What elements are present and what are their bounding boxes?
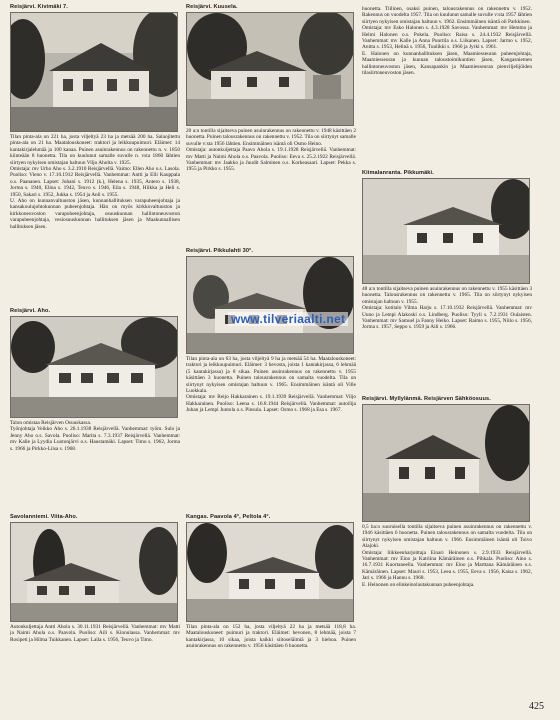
entry-title: Reisjärvi. Kivimäki 7. — [10, 4, 68, 10]
entry-text: 48 a:n tontilla sijaitseva puinen asuinrakennus on rakennettu v. 1955 käsittäen 3 huonetta. Talousrakennus on rakennettu v. 1965. Tila on siirtynyt nykyisen omistajan haltuun v. 1955. Omistaja: kotitalo Vilma Harju s. 17.10.1932 Reisjärvellä. Vanhemmat: mv Uuno ja Lempi Alakoski o.s. Lindberg. Puoliso: Tyyli s. 7.2.1931 Oulaisten. Vanhemmat: mv Samuel ja Fanny Heiko. Lapset: Raimo s. 1955, Niilo s. 1956, Jorma s. 1957, Seppo s. 1959 ja Aili s. 1966. — [362, 286, 532, 331]
entry-pikkulahti — [186, 248, 356, 480]
entry-text: Tilan pinta-ala on 63 ha, josta viljeltyä 9 ha ja metsää 54 ha. Maatalouskoneet: traktori ja leikkuupuimuri. Eläimet: 3 hevosta, joista 1 kantakirjassa, 6 lehmää (5 kantakirjassa) ja 8 sikaa. Puinen asuinrakennus on rakennettu v. 1955 käsittäen 3 huonetta. Puinen talousrakennus on samalta vuodelta. Tila on siirtynyt nykyisen omistajan haltuun v. 1965. Ensimmäinen isäntä oli Ville Luokkala. Omistaja: mv Reijo Hakkarainen s. 19.1.1939 Reisjärvellä. Vanhemmat: Viljo Hakkarainen. Puoliso: Leena s. 16.8.1944 Reisjärvellä. Vanhemmat: autoilija Juhan ja Lempi Juntola o.s. Pinsula. Lapset: Osmo s. 1968 ja Esa s. 1967. — [186, 356, 356, 414]
entry-myllylanma — [362, 396, 532, 684]
entry-pikkumaki — [362, 170, 532, 386]
watermark: www.tilveriaalti.net — [228, 312, 348, 326]
entry-text: 0,5 ha:n suuruisella tontilla sijaitseva puinen asuinrakennus on rakennettu v. 1946 käsittäen 6 huonetta. Puinen talousrakennus on samalta vuodelta. Tila on siirtynyt nykyisen omistajan haltuun v. 1966. Ensimmäinen isäntä oli Toivo Alajoki. Omistaja: liikkeenharjoittaja Einari Heinonen s. 2.9.1933 Reisjärvellä. Vanhemmat: mv Eino ja Katriina Kämäräinen o.s. Pihkala. Puoliso: Aino s. 16.7.1931 Kuortaneella. Vanhemmat: mv Eino ja Marttana Kämäräinen o.s. Kämäräinen. Lapset: Mauri s. 1953, Leea s. 1955, Eeva s. 1956, Kaisa s. 1962, Jari s. 1966 ja Hannu s. 1968. E. Heinonen on elinkeinolautakunnan puheenjohtaja. — [362, 524, 532, 588]
entry-kivimaki — [10, 4, 180, 312]
entry-title: Reisjärvi. Pikkulahti 30°. — [186, 248, 254, 254]
entry-title: Kangas. Paavola 4°, Peltola 4°. — [186, 514, 271, 520]
entry-text: Autonkuljettaja Antti Ahola s. 30.11.1931 Reisjärvellä. Vanhemmat: mv Matti ja Naimi Ahola o.s. Paavola. Puoliso: Aili s. Kinnulassa. Vanhemmat: mv Rosipeti ja Hilma Tuikkanen. Lapset: Laila s. 1956, Teuvo ja Timo. — [10, 624, 180, 643]
page-number: 425 — [529, 701, 544, 712]
entry-aho — [10, 308, 180, 488]
photo-house — [10, 12, 178, 132]
entry-text: huonetta. Tiilinen, osaksi puinen, talousrakennus on rakennettu v. 1952. Rakennus on vuodelta 1957. Tila on kuulunut samalle suvulle v:sta 1957 lähtien siirtyen nykyisen omistajan haltuun v. 1962. Ensimmäinen isäntä oli Parkkinen. Omistaja: mv Esko Halonen s. 4.3.1928 Savossa. Vanhemmat: mv Hemmo ja Helmi Halonen o.s. Pokela. Puoliso: Raisa s. 24.4.1932 Reisjärvellä. Vanhemmat: mv Kalle ja Anna Puurtila o.s. Liikanen. Lapset: Jarmo s. 1952, Anitta s. 1953, Helinä s. 1956, Tuulikki s. 1960 ja Jyrki s. 1961. E. Halonen on kunnanhallituksen jäsen, Maamiesseuran puheenjohtaja, Maamiesseuran ja kunnan taloustoimikuntien jäsen, Kangasniemen hallintoneuvoston jäsen, Kansapankin ja Maamiesseuran pienviljelijöiden tilasiirtoneuvoston jäsen. — [362, 6, 532, 77]
entry-title: Savolanniemi. Viita-Aho. — [10, 514, 78, 520]
entry-text: 20 a:n tontilla sijaitseva puinen asuinrakennus on rakennettu v. 1948 käsittäen 2 huonetta. Puinen talousrakennus on rakennettu v. 1952. Tila on siirtynyt samalle suvulle v:sta 1956 lähtien. Ensimmäinen isäntä oli Osmo Heino. Omistaja: autonkuljettaja Paavo Ahola s. 19.1.1928 Reisjärvellä. Vanhemmat: mv Matti ja Naimi Ahola o.s. Paavola. Puoliso: Eeva s. 25.2.1922 Reisjärvellä. Vanhemmat: mv Jaakko ja Juudit Salminen o.s. Korkeasaari. Lapset: Pekka s. 1955 ja Pirkko s. 1955. — [186, 128, 356, 173]
entry-text: Tilan pinta-ala on 221 ha, josta viljeltyä 23 ha ja metsää 200 ha. Salaojitettu pinta-ala on 21 ha. Maatalouskoneet: traktori ja leikkuupuimuri. Eläimet: 14 kantakirjalehmää ja 100 kanaa. Puinen asuinrakennus on rakennettu n. v. 1850 kiinteään 8 huonetta. Tila on kuulunut samalle suvulle n. vsta 1860 lähtien siirtyen nykyisen omistajan haltuun Viljo Aholta v. 1925. Omistaja: mv Urho Aho s. 3.2.1910 Reisjärvellä. Vaimo: Ellen Aho o.s. Lasola. Puoliso: Vieno v. 17.10.1912 Reisjärvellä. Vanhemmat: Antti ja Elli Kauppala o.s. Paananen. Lapset: Juhani s. 1912 (k.), Helena s. 1935, Antero s. 1938, Jorma s. 1940, Elina s. 1942, Teuvo s. 1946, Eila s. 1948, Hilkka ja Heli s. 1950, Sakari s. 1952, Jukka s. 1954 ja Anli s. 1955. U. Aho on kunnanvaltuuston jäsen, kunnanhallituksen varapuheenjohtaja ja kansakoulujohtokunnan puheenjohtaja. Hän on myös kirkkovaltuuston ja kirkkoneuvoston varapuheenjohtaja, osuuskunnan hallintoneuvoston varapuheenjohtaja, vesiosuuskunnan hallituksen jäsen ja Maakunnallisen hallituksen jäsen. — [10, 134, 180, 230]
photo-house — [186, 522, 354, 622]
entry-title: Reisjärvi. Aho. — [10, 308, 51, 314]
entry-paavola — [186, 514, 356, 686]
photo-house — [186, 12, 354, 126]
entry-text: Tilan pinta-ala on 152 ha, josta viljeltyä 22 ha ja metsää 118,8 ha. Maatalouskoneet: puimuri ja traktori. Eläimet: hevonen, 8 lehmää, joista 7 kantakirjassa, 10 sikaa, joista kaikki siitoseläimiä ja 3 hiehoa. Puinen asuinrakennus on rakennettu v. 1956 käsittäen 6 huonetta. — [186, 624, 356, 650]
photo-house — [362, 178, 530, 284]
entry-continuation — [362, 6, 532, 164]
photo-house — [362, 404, 530, 522]
entry-text: Talon omistaa Reisjärven Osuuskassa. Työnjohtaja Veikko Aho s. 26.1.1938 Reisjärvellä. Vanhemmat: työm. Sulo ja Jenny Aho o.s. Savola. Puoliso: Marita s. 7.3.1937 Reisjärvellä. Vanhemmat: mv Kalle ja Lyydia Luotonjärvi o.s. Haustamäki. Lapset: Timo s. 1962, Jorma s. 1966 ja Pirkko-Liisa s. 1968. — [10, 420, 180, 452]
entry-kuusela — [186, 4, 356, 226]
photo-house — [10, 316, 178, 418]
running-header — [482, 0, 542, 4]
photo-house — [186, 256, 354, 354]
entry-title: Reisjärvi. Myllylänmä. Reisjärven Sähköosuus. — [362, 396, 491, 402]
entry-title: Kiimalanranta. Pikkumäki. — [362, 170, 434, 176]
entry-title: Reisjärvi. Kuusela. — [186, 4, 238, 10]
entry-viita-aho — [10, 514, 180, 674]
photo-house — [10, 522, 178, 622]
